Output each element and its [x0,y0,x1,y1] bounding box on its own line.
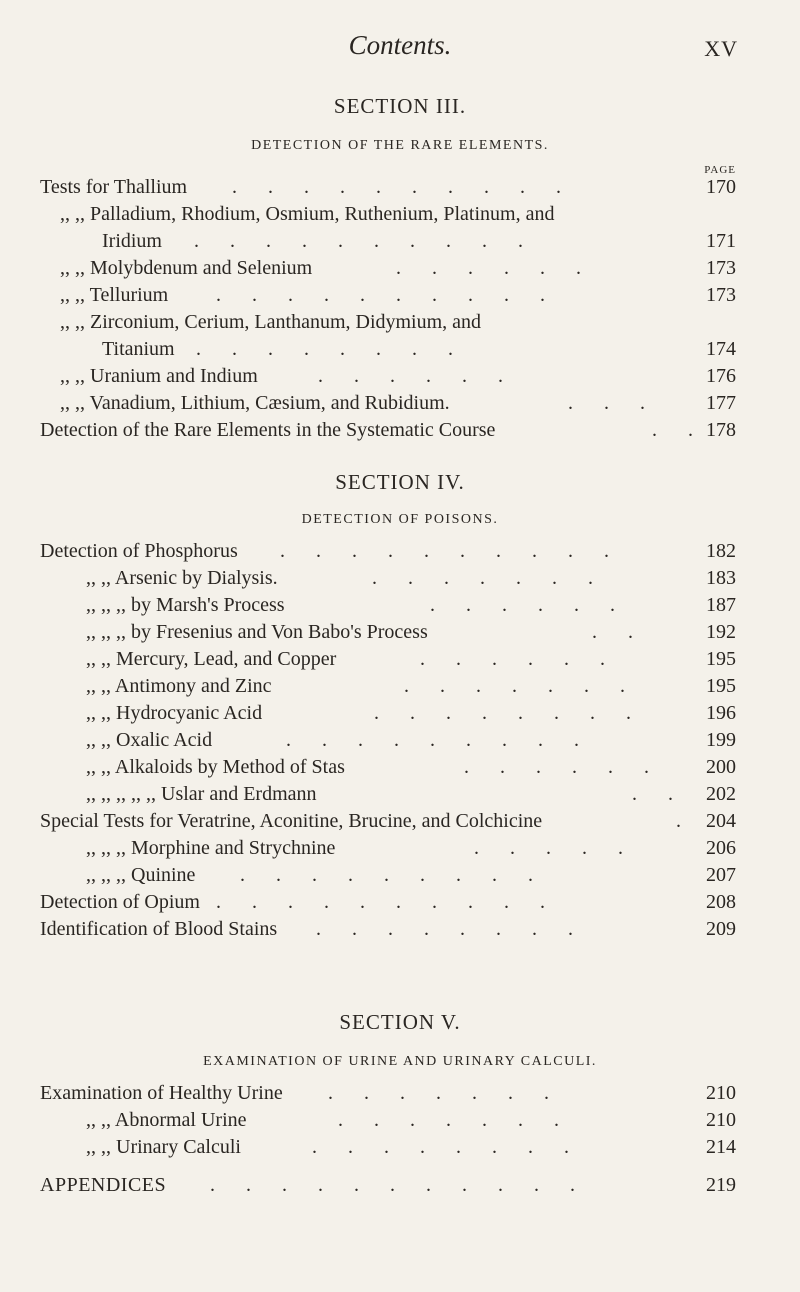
dot-leader: . . . . . . . . . [286,729,592,751]
dot-leader: . . . . . [474,837,636,859]
entry-page: 208 [706,891,736,913]
section-4-subtitle: DETECTION OF POISONS. [301,512,499,527]
entry-page: 199 [706,729,736,751]
dot-leader: . . . . . . . [328,1082,562,1104]
dot-leader: . . . . . . [396,257,594,279]
entry-page: 210 [706,1109,736,1131]
toc-entry [0,1134,800,1160]
entry-text: ,, ,, ,, by Fresenius and Von Babo's Process [86,621,428,643]
dot-leader: . . . . . . [420,648,618,670]
toc-entry [0,646,800,672]
dot-leader: . . . . . . [464,756,662,778]
dot-leader: . . . . . . . . . . [194,230,536,252]
dot-leader: . . . . . . . . [196,338,466,360]
entry-text: ,, ,, Hydrocyanic Acid [86,702,263,724]
entry-text: Identification of Blood Stains [40,918,278,940]
section-5-title: SECTION V. [339,1010,461,1034]
entry-page: 173 [706,257,736,279]
toc-entry [0,538,800,564]
entry-text: ,, ,, Urinary Calculi [86,1136,241,1158]
entry-page: 204 [706,810,736,832]
dot-leader: . [676,810,694,832]
entry-page: 178 [706,419,736,441]
section-3-title: SECTION III. [333,94,467,118]
entry-text: ,, ,, Mercury, Lead, and Copper [86,648,337,670]
dot-leader: . . . . . . . [338,1109,572,1131]
toc-entry [0,592,800,618]
dot-leader: . . . . . . . . . . [232,176,574,198]
entry-page: 214 [706,1136,736,1158]
toc-entry [0,889,800,915]
toc-entry [0,862,800,888]
toc-entry [0,619,800,645]
entry-text: Titanium [102,338,175,360]
toc-entry [0,201,800,227]
toc-entry [0,174,800,200]
entry-page: 219 [706,1174,736,1196]
dot-leader: . . . . . . . . . . [280,540,622,562]
dot-leader: . . . . . . . . [316,918,586,940]
entry-page: 210 [706,1082,736,1104]
dot-leader: . . . . . . [318,365,516,387]
entry-text: ,, ,, Vanadium, Lithium, Cæsium, and Rubidium. [60,392,450,414]
dot-leader: . . . . . . . [372,567,606,589]
section-3-subtitle: DETECTION OF THE RARE ELEMENTS. [251,138,549,153]
entry-text: ,, ,, Tellurium [60,284,169,306]
page-number: XV [704,36,738,61]
entry-text: Detection of the Rare Elements in the Systematic Course [40,419,496,441]
dot-leader: . . [592,621,646,643]
running-title: Contents. [348,30,452,60]
entry-text: Iridium [102,230,162,252]
dot-leader: . . . . . . . . . . [216,891,558,913]
entry-text: ,, ,, ,, by Marsh's Process [86,594,285,616]
entry-page: 209 [706,918,736,940]
entry-text: Tests for Thallium [40,176,188,198]
toc-entry [0,309,800,335]
dot-leader: . . . . . . . [404,675,638,697]
entry-text: ,, ,, ,, Morphine and Strychnine [86,837,336,859]
entry-page: 187 [706,594,736,616]
toc-entry [0,781,800,807]
toc-entry [0,228,800,254]
toc-entry [0,336,800,362]
entry-page: 202 [706,783,736,805]
entry-page: 192 [706,621,736,643]
dot-leader: . . . . . . . . [374,702,644,724]
toc-entry [0,1080,800,1106]
toc-entry [0,255,800,281]
toc-entry [0,363,800,389]
entry-page: 183 [706,567,736,589]
entry-page: 176 [706,365,736,387]
entry-page: 173 [706,284,736,306]
toc-entry [0,390,800,416]
entry-page: 200 [706,756,736,778]
toc-entry [0,754,800,780]
entry-text: Detection of Opium [40,891,200,913]
entry-page: 207 [706,864,736,886]
entry-page: 182 [706,540,736,562]
entry-text: ,, ,, Abnormal Urine [86,1109,247,1131]
entry-page: 206 [706,837,736,859]
entry-text: Examination of Healthy Urine [40,1082,283,1104]
entry-text: ,, ,, Oxalic Acid [86,729,213,751]
entry-page: 195 [706,675,736,697]
section-5-subtitle: EXAMINATION OF URINE AND URINARY CALCULI. [203,1054,597,1069]
entry-page: 196 [706,702,736,724]
toc-entry [0,673,800,699]
entry-page: 195 [706,648,736,670]
page-column-label: PAGE [704,164,736,176]
entry-text: ,, ,, Palladium, Rhodium, Osmium, Ruthenium, Platinum, and [60,203,555,225]
toc-entry [0,835,800,861]
entry-page: 177 [706,392,736,414]
dot-leader: . . [632,783,686,805]
dot-leader: . . . . . . [430,594,628,616]
section-4-title: SECTION IV. [335,470,465,494]
entry-text: ,, ,, Alkaloids by Method of Stas [86,756,345,778]
entry-page: 171 [706,230,736,252]
entry-text: ,, ,, Zirconium, Cerium, Lanthanum, Didymium, and [60,311,482,333]
entry-text: Special Tests for Veratrine, Aconitine, Brucine, and Colchicine [40,810,543,832]
toc-entry [0,565,800,591]
toc-entry [0,808,800,834]
entry-text: Detection of Phosphorus [40,540,238,562]
dot-leader: . . . . . . . . . . . [210,1174,588,1196]
entry-page: 170 [706,176,736,198]
toc-entry [0,916,800,942]
entry-text: ,, ,, Arsenic by Dialysis. [86,567,278,589]
entry-text: APPENDICES [40,1174,167,1196]
dot-leader: . . . . . . . . . . [216,284,558,306]
entry-text: ,, ,, ,, ,, ,, Uslar and Erdmann [86,783,317,805]
toc-entry [0,727,800,753]
toc-entry [0,417,800,443]
toc-entry-appendices [0,1172,800,1198]
toc-entry [0,700,800,726]
entry-text: ,, ,, Uranium and Indium [60,365,258,387]
toc-entry [0,282,800,308]
dot-leader: . . . [568,392,658,414]
dot-leader: . . [652,419,706,441]
entry-text: ,, ,, ,, Quinine [86,864,196,886]
dot-leader: . . . . . . . . . [240,864,546,886]
entry-text: ,, ,, Molybdenum and Selenium [60,257,313,279]
dot-leader: . . . . . . . . [312,1136,582,1158]
toc-entry [0,1107,800,1133]
running-head [0,30,800,64]
entry-text: ,, ,, Antimony and Zinc [86,675,272,697]
entry-page: 174 [706,338,736,360]
